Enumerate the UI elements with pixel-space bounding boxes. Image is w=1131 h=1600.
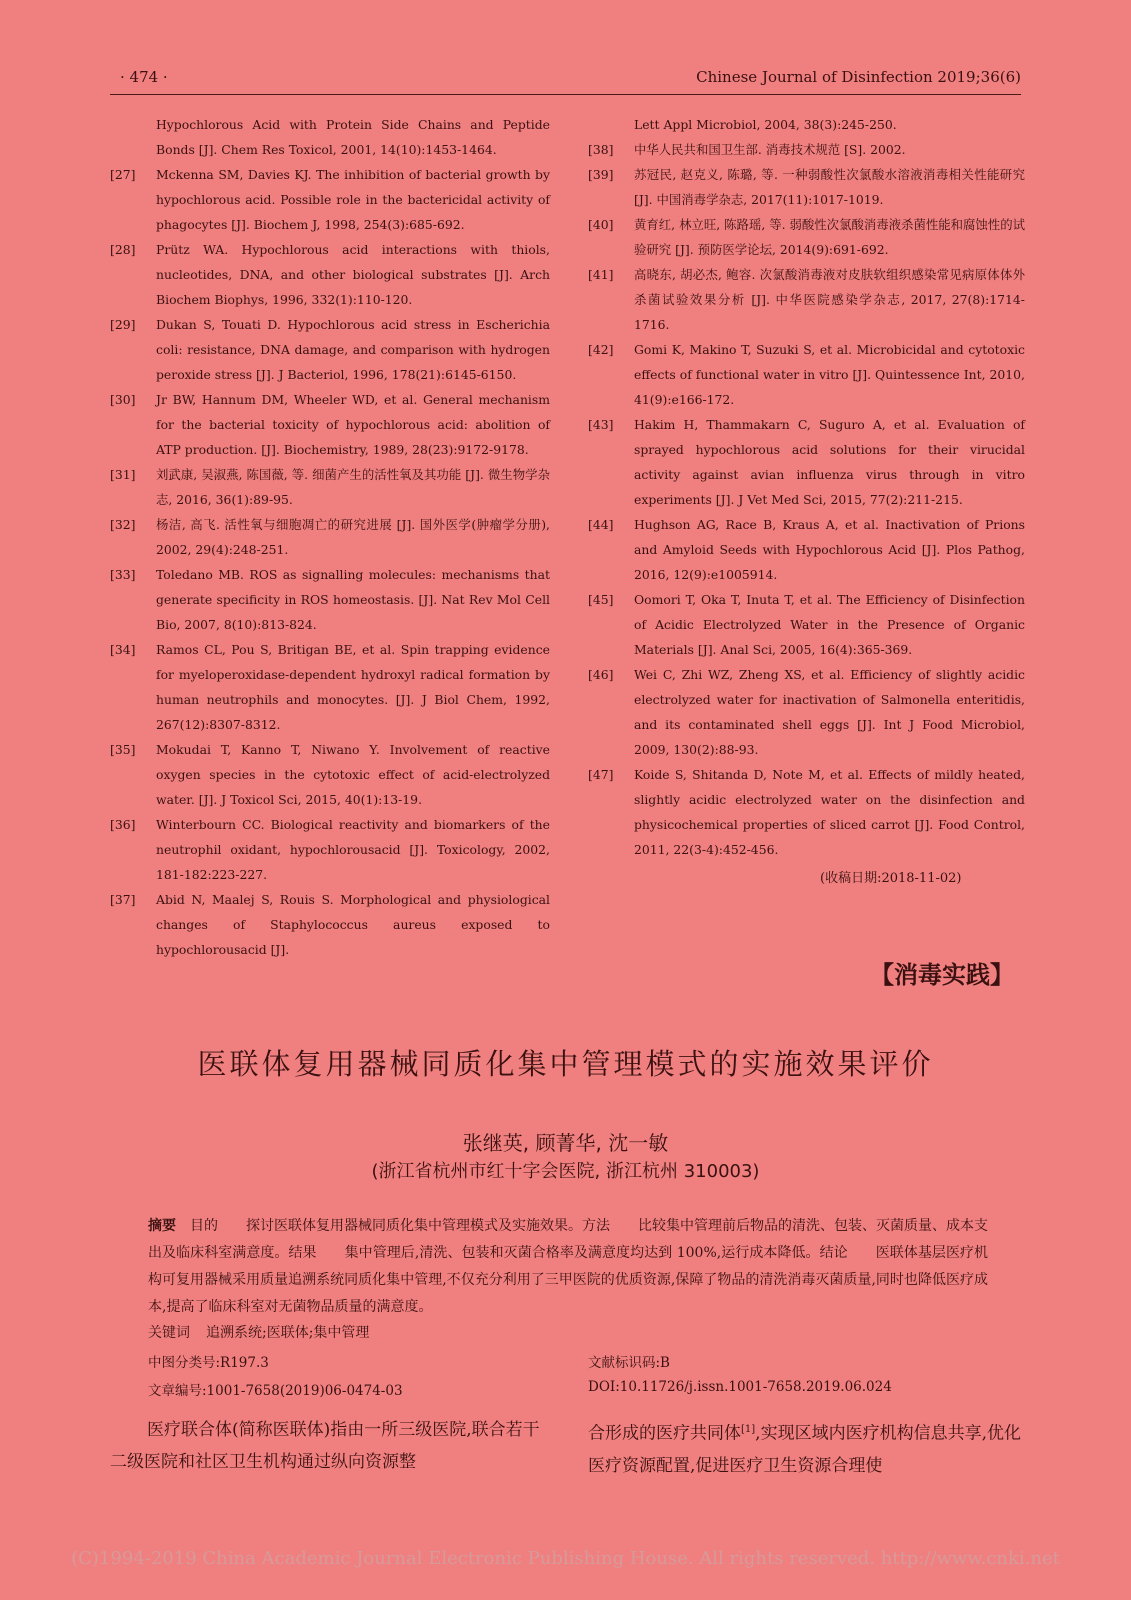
reference-number: [46]: [588, 667, 614, 682]
reference-item: [110, 812, 550, 887]
reference-text: Lett Appl Microbiol, 2004, 38(3):245-250.: [634, 117, 897, 132]
reference-item: [588, 587, 1025, 662]
reference-text: Oomori T, Oka T, Inuta T, et al. The Efficiency of Disinfection of Acidic Electrolyzed Water in the Presence of Organic Materials [J]. Anal Sci, 2005, 16(4):365-369.: [634, 592, 1025, 657]
reference-item: [110, 387, 550, 462]
reference-number: [33]: [110, 567, 136, 582]
keywords-label: 关键词: [148, 1325, 190, 1341]
reference-item: [110, 112, 550, 162]
citation-ref: [1]: [741, 1424, 756, 1435]
reference-item: [110, 512, 550, 562]
clc-number: 中图分类号:R197.3: [148, 1355, 269, 1371]
reference-item: [588, 137, 1025, 162]
reference-number: [42]: [588, 342, 614, 357]
reference-text: Wei C, Zhi WZ, Zheng XS, et al. Efficiency of slightly acidic electrolyzed water for inactivation of Salmonella enteritidis, and its contaminated shell eggs [J]. Int J Food Microbiol, 2009, 130(2):88-93.: [634, 667, 1025, 757]
reference-item: [110, 237, 550, 312]
abstract: [148, 1213, 988, 1321]
document-code: 文献标识码:B: [588, 1355, 670, 1371]
reference-text: Hakim H, Thammakarn C, Suguro A, et al. Evaluation of sprayed hypochlorous acid solutions for their virucidal activity against avian influenza virus through in vitro experiments [J]. J Vet Med Sci, 2015, 77(2):211-215.: [634, 417, 1025, 507]
article-title: 医联体复用器械同质化集中管理模式的实施效果评价: [197, 1047, 934, 1081]
body-right-part-a: 合形成的医疗共同体: [588, 1423, 741, 1444]
reference-number: [36]: [110, 817, 136, 832]
method-label: 方法: [582, 1218, 610, 1234]
abstract-result: 集中管理后,清洗、包装和灭菌合格率及满意度均达到 100%,运行成本降低。: [344, 1245, 820, 1261]
reference-text: 刘武康, 吴淑燕, 陈国薇, 等. 细菌产生的活性氧及其功能 [J]. 微生物学杂志, 2016, 36(1):89-95.: [156, 467, 550, 507]
reference-text: 高晓东, 胡必杰, 鲍容. 次氯酸消毒液对皮肤软组织感染常见病原体体外杀菌试验效果分析 [J]. 中华医院感染学杂志, 2017, 27(8):1714-1716.: [634, 267, 1025, 332]
abstract-conclusion: 医联体基层医疗机构可复用器械采用质量追溯系统同质化集中管理,不仅充分利用了三甲医院的优质资源,保障了物品的清洗消毒灭菌质量,同时也降低医疗成本,提高了临床科室对无菌物品质量的满意度。: [148, 1245, 989, 1315]
reference-number: [37]: [110, 892, 136, 907]
article-affiliation: (浙江省杭州市红十字会医院, 浙江杭州 310003): [371, 1161, 760, 1182]
reference-text: Jr BW, Hannum DM, Wheeler WD, et al. General mechanism for the bacterial toxicity of hypochlorous acid: abolition of ATP production. [J]. Biochemistry, 1989, 28(23):9172-9178.: [156, 392, 550, 457]
reference-item: [110, 312, 550, 387]
body-right-part-b: ,实现区域内医疗机构信息共享,优化医疗资源配置,促进医疗卫生资源合理使: [588, 1423, 1021, 1476]
references-left-column: [110, 112, 550, 962]
reference-item: [588, 262, 1025, 337]
reference-item: [588, 112, 1025, 137]
reference-text: Mokudai T, Kanno T, Niwano Y. Involvement of reactive oxygen species in the cytotoxic effect of acid-electrolyzed water. [J]. J Toxicol Sci, 2015, 40(1):13-19.: [156, 742, 550, 807]
reference-number: [32]: [110, 517, 136, 532]
reference-number: [44]: [588, 517, 614, 532]
reference-number: [30]: [110, 392, 136, 407]
reference-text: 苏冠民, 赵克义, 陈璐, 等. 一种弱酸性次氯酸水溶液消毒相关性能研究 [J]. 中国消毒学杂志, 2017(11):1017-1019.: [634, 167, 1025, 207]
reference-text: Winterbourn CC. Biological reactivity and biomarkers of the neutrophil oxidant, hypochlorousacid [J]. Toxicology, 2002, 181-182:223-227.: [156, 817, 550, 882]
body-text-right: [588, 1414, 1028, 1482]
reference-text: Hypochlorous Acid with Protein Side Chains and Peptide Bonds [J]. Chem Res Toxicol, 2001, 14(10):1453-1464.: [156, 117, 550, 157]
reference-number: [35]: [110, 742, 136, 757]
reference-text: 黄育红, 林立旺, 陈路瑶, 等. 弱酸性次氯酸消毒液杀菌性能和腐蚀性的试验研究 [J]. 预防医学论坛, 2014(9):691-692.: [634, 217, 1025, 257]
reference-text: Toledano MB. ROS as signalling molecules: mechanisms that generate specificity in ROS homeostasis. [J]. Nat Rev Mol Cell Bio, 2007, 8(10):813-824.: [156, 567, 550, 632]
reference-text: Koide S, Shitanda D, Note M, et al. Effects of mildly heated, slightly acidic electrolyzed water on the disinfection and physicochemical properties of sliced carrot [J]. Food Control, 2011, 22(3-4):452-456.: [634, 767, 1025, 857]
reference-item: [588, 512, 1025, 587]
body-text-left: 医疗联合体(简称医联体)指由一所三级医院,联合若干二级医院和社区卫生机构通过纵向资源整: [110, 1420, 540, 1472]
reference-item: [588, 212, 1025, 262]
reference-item: [588, 162, 1025, 212]
section-tag: 【消毒实践】: [870, 961, 1014, 989]
reference-number: [27]: [110, 167, 136, 182]
abstract-method: 比较集中管理前后物品的清洗、包装、灭菌质量、成本支出及临床科室满意度。: [148, 1218, 988, 1261]
reference-number: [38]: [588, 142, 614, 157]
page-header: [110, 66, 1021, 95]
reference-text: 杨洁, 高飞. 活性氧与细胞凋亡的研究进展 [J]. 国外医学(肿瘤学分册), 2002, 29(4):248-251.: [156, 517, 550, 557]
reference-number: [29]: [110, 317, 136, 332]
article-number: 文章编号:1001-7658(2019)06-0474-03: [148, 1383, 403, 1399]
reference-text: Hughson AG, Race B, Kraus A, et al. Inactivation of Prions and Amyloid Seeds with Hypochlorous Acid [J]. Plos Pathog, 2016, 12(9):e1005914.: [634, 517, 1025, 582]
reference-number: [28]: [110, 242, 136, 257]
reference-number: [39]: [588, 167, 614, 182]
reference-text: Ramos CL, Pou S, Britigan BE, et al. Spin trapping evidence for myeloperoxidase-dependent hydroxyl radical formation by human neutrophils and monocytes. [J]. J Biol Chem, 1992, 267(12):8307-8312.: [156, 642, 550, 732]
article-authors: 张继英, 顾菁华, 沈一敏: [462, 1131, 669, 1155]
reference-item: [110, 737, 550, 812]
references-right-column: [588, 112, 1025, 862]
reference-item: [110, 162, 550, 237]
reference-item: [110, 562, 550, 637]
abstract-label: 摘要: [148, 1218, 176, 1234]
reference-item: [588, 412, 1025, 512]
reference-text: Abid N, Maalej S, Rouis S. Morphological and physiological changes of Staphylococcus aureus exposed to hypochlorousacid [J].: [156, 892, 550, 957]
reference-number: [47]: [588, 767, 614, 782]
reference-number: [31]: [110, 467, 136, 482]
reference-text: Prütz WA. Hypochlorous acid interactions with thiols, nucleotides, DNA, and other biological substrates [J]. Arch Biochem Biophys, 1996, 332(1):110-120.: [156, 242, 550, 307]
reference-item: [588, 762, 1025, 862]
reference-item: [588, 337, 1025, 412]
reference-item: [110, 887, 550, 962]
reference-text: Mckenna SM, Davies KJ. The inhibition of bacterial growth by hypochlorous acid. Possible role in the bactericidal activity of phagocytes [J]. Biochem J, 1998, 254(3):685-692.: [156, 167, 550, 232]
page-number: · 474 ·: [120, 68, 168, 86]
reference-item: [110, 462, 550, 512]
reference-text: Dukan S, Touati D. Hypochlorous acid stress in Escherichia coli: resistance, DNA damage, and comparison with hydrogen peroxide stress [J]. J Bacteriol, 1996, 178(21):6145-6150.: [156, 317, 550, 382]
copyright-footer: (C)1994-2019 China Academic Journal Electronic Publishing House. All rights reserved. http://www.cnki.net: [71, 1548, 1060, 1569]
conclusion-label: 结论: [819, 1245, 848, 1261]
reference-item: [110, 637, 550, 737]
reference-number: [40]: [588, 217, 614, 232]
journal-info: Chinese Journal of Disinfection 2019;36(6): [696, 68, 1021, 86]
doi: DOI:10.11726/j.issn.1001-7658.2019.06.024: [588, 1379, 892, 1395]
reference-text: 中华人民共和国卫生部. 消毒技术规范 [S]. 2002.: [634, 142, 906, 157]
reference-item: [588, 662, 1025, 762]
reference-text: Gomi K, Makino T, Suzuki S, et al. Microbicidal and cytotoxic effects of functional water in vitro [J]. Quintessence Int, 2010, 41(9):e166-172.: [634, 342, 1025, 407]
result-label: 结果: [288, 1245, 317, 1261]
reference-number: [41]: [588, 267, 614, 282]
keywords: [148, 1322, 369, 1342]
reference-number: [43]: [588, 417, 614, 432]
abstract-purpose: 探讨医联体复用器械同质化集中管理模式及实施效果。: [246, 1218, 582, 1234]
reference-number: [45]: [588, 592, 614, 607]
purpose-label: 目的: [190, 1218, 218, 1234]
keywords-text: 追溯系统;医联体;集中管理: [206, 1325, 370, 1341]
reference-number: [34]: [110, 642, 136, 657]
received-date: (收稿日期:2018-11-02): [820, 871, 962, 886]
